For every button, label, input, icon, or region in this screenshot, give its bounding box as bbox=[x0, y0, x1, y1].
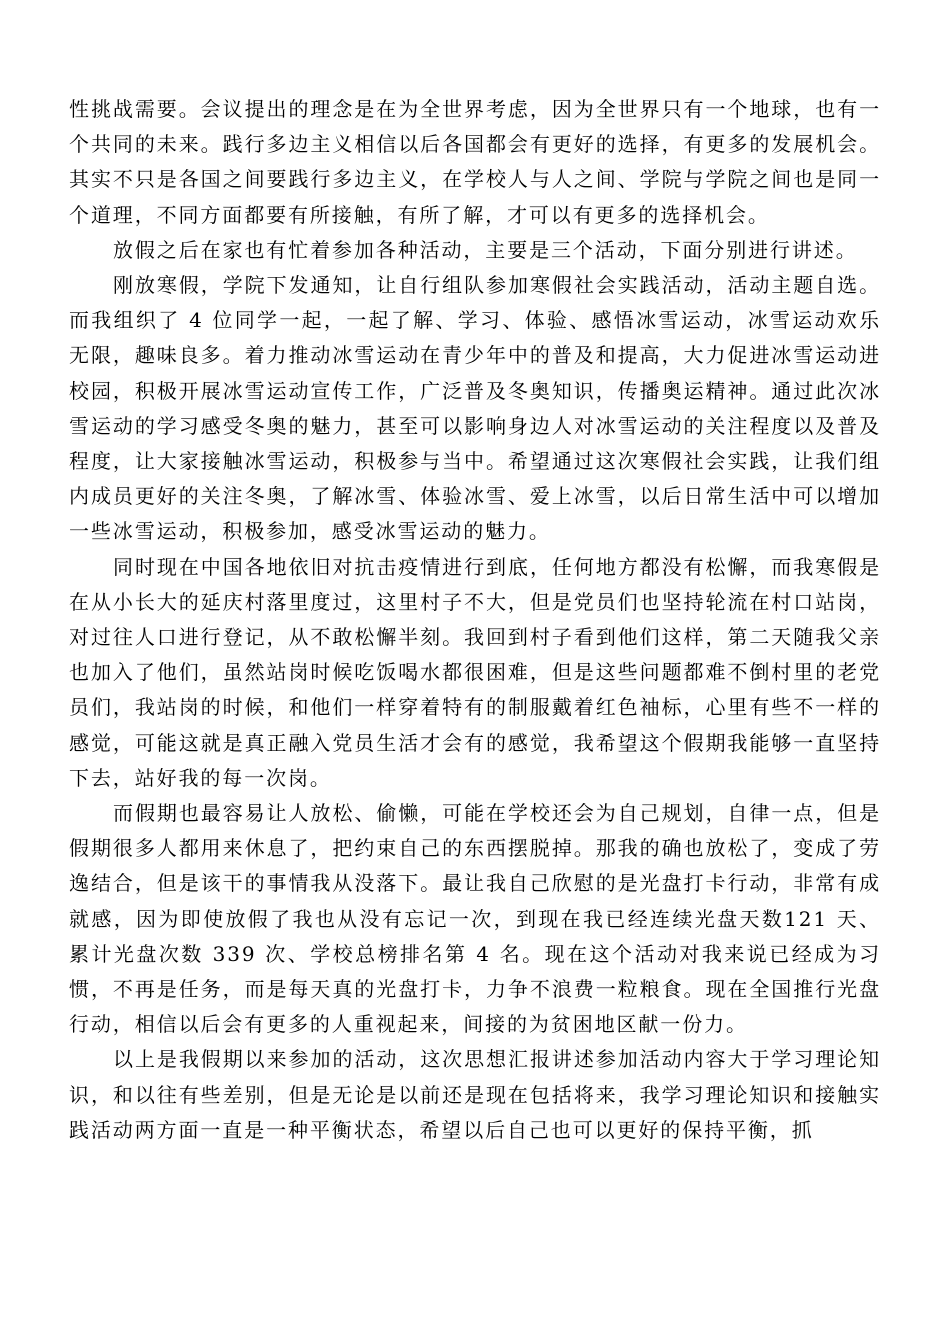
paragraph-multilateralism: 性挑战需要。会议提出的理念是在为全世界考虑，因为全世界只有一个地球，也有一个共同的未来。践行多边主义相信以后各国都会有更好的选择，有更多的发展机会。其实不只是各国之间要践行多边主义，在学校人与人之间、学院与学院之间也是同一个道理，不同方面都要有所接触，有所了解，才可以有更多的选择机会。 bbox=[69, 97, 881, 227]
paragraph-summary: 以上是我假期以来参加的活动，这次思想汇报讲述参加活动内容大于学习理论知识，和以往有些差别，但是无论是以前还是现在包括将来，我学习理论知识和接触实践活动两方面一直是一种平衡状态，希望以后自己也可以更好的保持平衡，抓 bbox=[69, 1047, 881, 1142]
paragraph-clean-plate: 而假期也最容易让人放松、偷懒，可能在学校还会为自己规划，自律一点，但是假期很多人都用来休息了，把约束自己的东西摆脱掉。那我的确也放松了，变成了劳逸结合，但是该干的事情我从没落下。最让我自己欣慰的是光盘打卡行动，非常有成就感，因为即使放假了我也从没有忘记一次，到现在我已经连续光盘天数121 天、累计光盘次数 339 次、学校总榜排名第 4 名。现在这个活动对我来说已经成为习惯，不再是任务，而是每天真的光盘打卡，力争不浪费一粒粮食。现在全国推行光盘行动，相信以后会有更多的人重视起来，间接的为贫困地区献一份力。 bbox=[69, 801, 881, 1037]
paragraph-holiday-intro: 放假之后在家也有忙着参加各种活动，主要是三个活动，下面分别进行讲述。 bbox=[113, 237, 858, 262]
paragraph-epidemic-duty: 同时现在中国各地依旧对抗击疫情进行到底，任何地方都没有松懈，而我寒假是在从小长大的延庆村落里度过，这里村子不大，但是党员们也坚持轮流在村口站岗，对过往人口进行登记，从不敢松懈半刻。我回到村子看到他们这样，第二天随我父亲也加入了他们，虽然站岗时候吃饭喝水都很困难，但是这些问题都难不倒村里的老党员们，我站岗的时候，和他们一样穿着特有的制服戴着红色袖标，心里有些不一样的感觉，可能这就是真正融入党员生活才会有的感觉，我希望这个假期我能够一直坚持下去，站好我的每一次岗。 bbox=[69, 554, 881, 790]
document-page bbox=[69, 92, 881, 1148]
paragraph-winter-sports: 刚放寒假，学院下发通知，让自行组队参加寒假社会实践活动，活动主题自选。而我组织了 4 位同学一起，一起了解、学习、体验、感悟冰雪运动，冰雪运动欢乐无限，趣味良多。着力推动冰雪运动在青少年中的普及和提高，大力促进冰雪运动进校园，积极开展冰雪运动宣传工作，广泛普及冬奥知识，传播奥运精神。通过此次冰雪运动的学习感受冬奥的魅力，甚至可以影响身边人对冰雪运动的关注程度以及普及程度，让大家接触冰雪运动，积极参与当中。希望通过这次寒假社会实践，让我们组内成员更好的关注冬奥，了解冰雪、体验冰雪、爱上冰雪，以后日常生活中可以增加一些冰雪运动，积极参加，感受冰雪运动的魅力。 bbox=[69, 273, 881, 544]
